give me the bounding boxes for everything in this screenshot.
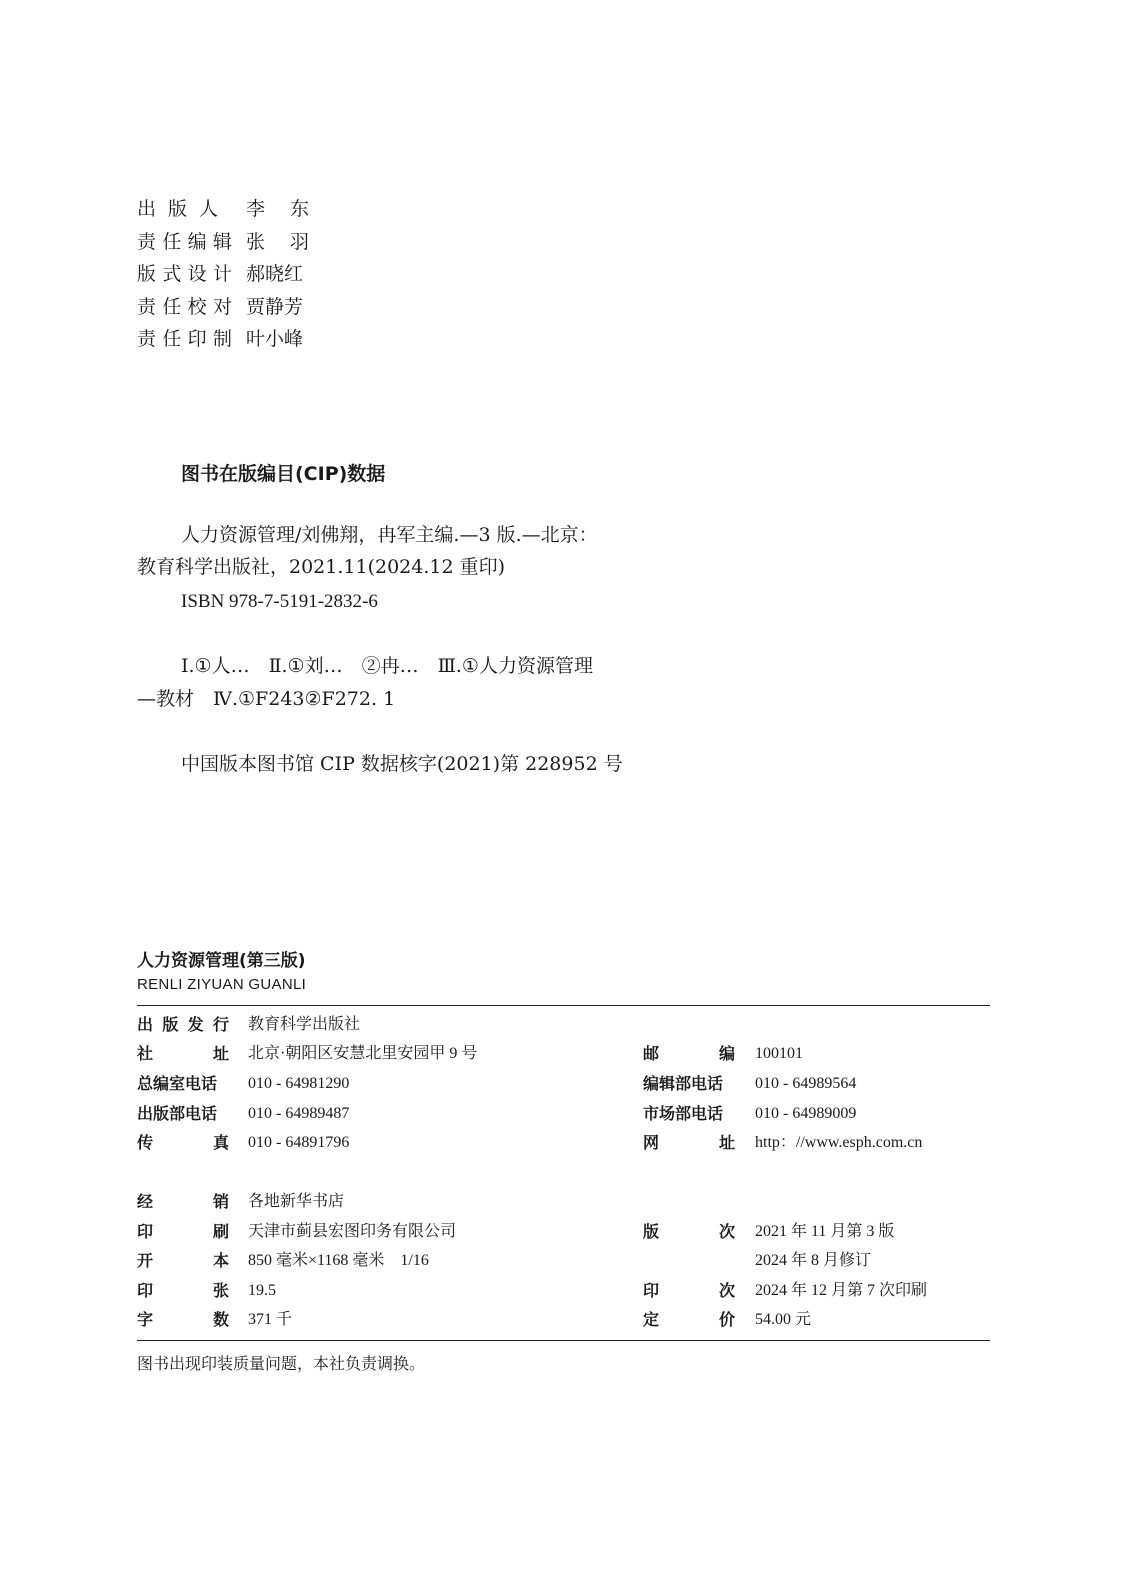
- value-website: http：//www.esph.com.cn: [755, 1134, 923, 1151]
- label-word-count: 字 数: [137, 1310, 229, 1329]
- credit-role: 责 任 校 对: [137, 296, 232, 318]
- row-wordcount-price: [0, 1308, 1128, 1332]
- cip-verification: 中国版本图书馆 CIP 数据核字(2021)第 228952 号: [181, 753, 623, 775]
- credit-person: 李 东: [246, 198, 309, 220]
- row-fax-website: [0, 1131, 1128, 1155]
- row-sheets-printing: [0, 1279, 1128, 1303]
- label-postcode: 邮 编: [643, 1044, 735, 1063]
- value-format: 850 毫米×1168 毫米 1/16: [248, 1252, 429, 1269]
- value-word-count: 371 千: [248, 1311, 293, 1328]
- row-format-revision: [0, 1249, 1128, 1273]
- value-editorial-dept-phone: 010 - 64989564: [755, 1075, 857, 1092]
- credit-person: 贾静芳: [246, 296, 304, 318]
- value-price: 54.00 元: [755, 1311, 812, 1328]
- quality-footnote: 图书出现印装质量问题，本社负责调换。: [137, 1354, 426, 1373]
- label-market-dept-phone: 市场部电话: [643, 1104, 724, 1123]
- label-publishing-dept-phone: 出版部电话: [137, 1104, 218, 1123]
- value-market-dept-phone: 010 - 64989009: [755, 1105, 857, 1122]
- row-distributor: [0, 1013, 1128, 1037]
- cip-classification-line2: —教材 Ⅳ.①F243②F272. 1: [137, 688, 396, 710]
- label-printer: 印 刷: [137, 1222, 229, 1241]
- row-printer-edition: [0, 1220, 1128, 1244]
- label-sheets: 印 张: [137, 1281, 229, 1300]
- row-phones-1: [0, 1072, 1128, 1096]
- credit-person: 郝晓红: [246, 263, 304, 285]
- value-fax: 010 - 64891796: [248, 1134, 350, 1151]
- value-edition: 2021 年 11 月第 3 版: [755, 1223, 895, 1240]
- book-pinyin: RENLI ZIYUAN GUANLI: [137, 976, 307, 993]
- cip-entry-line2: 教育科学出版社，2021.11(2024.12 重印): [137, 556, 506, 578]
- value-printer: 天津市蓟县宏图印务有限公司: [248, 1223, 457, 1240]
- credit-person: 叶小峰: [246, 328, 304, 350]
- row-address: [0, 1042, 1128, 1066]
- credit-role: 责 任 编 辑: [137, 231, 232, 253]
- row-seller: [0, 1190, 1128, 1214]
- value-address: 北京·朝阳区安慧北里安园甲 9 号: [248, 1045, 478, 1062]
- credit-role: 版 式 设 计: [137, 263, 232, 285]
- label-distributor: 出 版 发 行: [137, 1015, 229, 1034]
- label-printing: 印 次: [643, 1281, 735, 1300]
- cip-isbn: ISBN 978-7-5191-2832-6: [181, 591, 378, 612]
- value-publishing-dept-phone: 010 - 64989487: [248, 1105, 350, 1122]
- label-address: 社 址: [137, 1044, 229, 1063]
- credit-role: 出 版 人: [137, 198, 218, 220]
- cip-classification-line1: Ⅰ.①人… Ⅱ.①刘… ②冉… Ⅲ.①人力资源管理: [181, 655, 593, 677]
- label-fax: 传 真: [137, 1133, 229, 1152]
- value-sheets: 19.5: [248, 1282, 276, 1299]
- credit-person: 张 羽: [246, 231, 309, 253]
- value-seller: 各地新华书店: [248, 1193, 345, 1210]
- value-printing: 2024 年 12 月第 7 次印刷: [755, 1282, 928, 1299]
- credit-role: 责 任 印 制: [137, 328, 232, 350]
- label-seller: 经 销: [137, 1192, 229, 1211]
- value-revision: 2024 年 8 月修订: [755, 1252, 872, 1269]
- label-editorial-dept-phone: 编辑部电话: [643, 1074, 724, 1093]
- cip-heading: 图书在版编目(CIP)数据: [181, 463, 386, 485]
- label-format: 开 本: [137, 1251, 229, 1270]
- row-phones-2: [0, 1102, 1128, 1126]
- label-editor-office-phone: 总编室电话: [137, 1074, 218, 1093]
- value-editor-office-phone: 010 - 64981290: [248, 1075, 350, 1092]
- cip-entry-line1: 人力资源管理/刘佛翔，冉军主编.—3 版.—北京：: [181, 524, 598, 546]
- bottom-rule: [137, 1340, 990, 1341]
- label-price: 定 价: [643, 1310, 735, 1329]
- value-distributor: 教育科学出版社: [248, 1016, 361, 1033]
- book-title: 人力资源管理(第三版): [137, 951, 306, 971]
- top-rule: [137, 1005, 990, 1006]
- label-website: 网 址: [643, 1133, 735, 1152]
- value-postcode: 100101: [755, 1045, 803, 1062]
- label-edition: 版 次: [643, 1222, 735, 1241]
